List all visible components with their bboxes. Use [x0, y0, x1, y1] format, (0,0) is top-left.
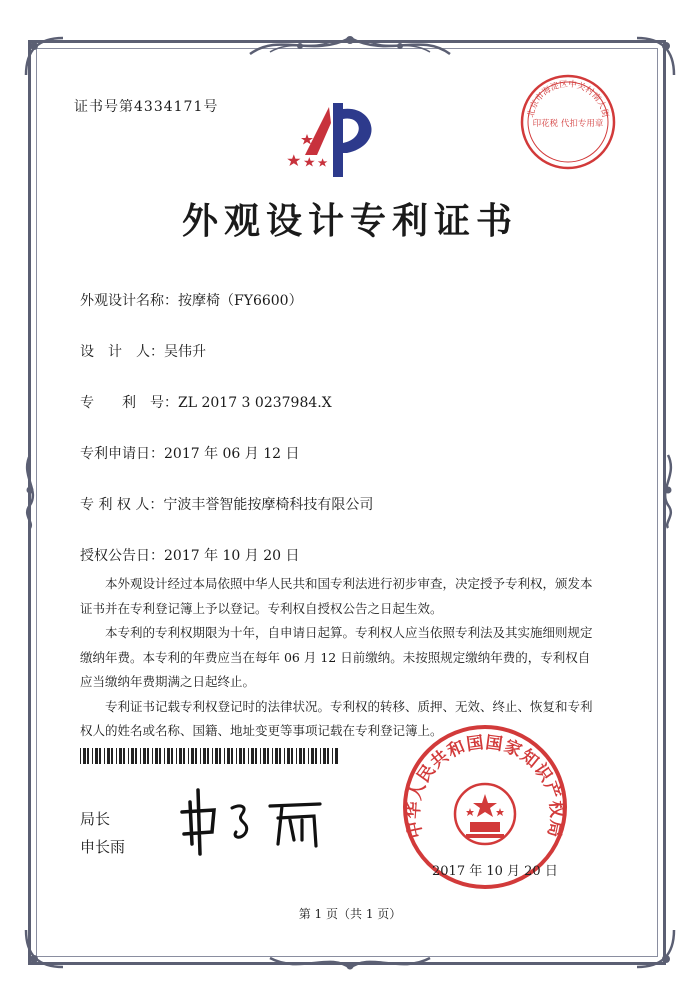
field-label: 授权公告日：	[80, 548, 164, 564]
field-grant-date	[80, 545, 300, 565]
page-footer: 第 1 页（共 1 页）	[298, 907, 402, 921]
corner-ornament-bl	[18, 925, 68, 975]
corner-ornament-tr	[632, 30, 682, 80]
field-patentee	[80, 494, 373, 514]
field-filing-date	[80, 443, 300, 463]
corner-ornament-tl	[18, 30, 68, 80]
field-designer	[80, 341, 206, 361]
field-label: 专利申请日：	[80, 446, 164, 462]
certificate-body	[80, 572, 600, 744]
director-signature	[170, 782, 340, 862]
field-value: 吴伟升	[164, 344, 206, 360]
barcode	[80, 748, 340, 764]
field-label: 专 利 权 人：	[80, 497, 164, 513]
director-name: 申长雨	[80, 838, 126, 856]
field-label: 设 计 人：	[80, 344, 164, 360]
field-design-name	[80, 290, 303, 310]
certificate-number: 证书号第4334171号	[74, 99, 219, 115]
tax-seal-ring-text: 北京市海淀区中关村南大街	[526, 79, 610, 119]
field-label: 专 利 号：	[80, 395, 178, 411]
field-value: 2017 年 10 月 20 日	[164, 548, 300, 564]
field-value: ZL 2017 3 0237984.X	[178, 395, 332, 411]
body-paragraph-2: 本专利的专利权期限为十年，自申请日起算。专利权人应当依照专利法及其实施细则规定缴纳年费。本专利的年费应当在每年 06 月 12 日前缴纳。未按照规定缴纳年费的，专利权自应当缴纳年费期满之日起终止。	[80, 625, 593, 689]
left-ornament	[18, 450, 42, 530]
field-value: 按摩椅（FY6600）	[178, 293, 303, 309]
top-ornament	[240, 28, 460, 62]
field-value: 宁波丰誉智能按摩椅科技有限公司	[163, 497, 374, 513]
tax-seal-center-text: 印花税 代扣专用章	[532, 119, 604, 129]
director-title: 局长	[80, 810, 111, 828]
field-patent-number	[80, 392, 332, 412]
body-paragraph-3: 专利证书记载专利权登记时的法律状况。专利权的转移、质押、无效、终止、恢复和专利权人的姓名或名称、国籍、地址变更等事项记载在专利登记簿上。	[80, 698, 593, 738]
document-title: 外观设计专利证书	[181, 200, 518, 242]
seal-ring-text: 中华人民共和国国家知识产权局	[403, 732, 567, 840]
right-ornament	[656, 450, 680, 530]
field-value: 2017 年 06 月 12 日	[164, 446, 300, 462]
svg-text:北京市海淀区中关村南大街	[525, 78, 611, 119]
field-label: 外观设计名称：	[80, 293, 178, 309]
bottom-ornament	[260, 950, 440, 976]
seal-date: 2017 年 10 月 20 日	[432, 864, 558, 879]
tax-seal-stamp	[518, 72, 618, 172]
patent-office-logo	[285, 95, 385, 185]
corner-ornament-br	[632, 925, 682, 975]
body-paragraph-1: 本外观设计经过本局依照中华人民共和国专利法进行初步审查，决定授予专利权，颁发本证书并在专利登记簿上予以登记。专利权自授权公告之日起生效。	[80, 576, 593, 616]
